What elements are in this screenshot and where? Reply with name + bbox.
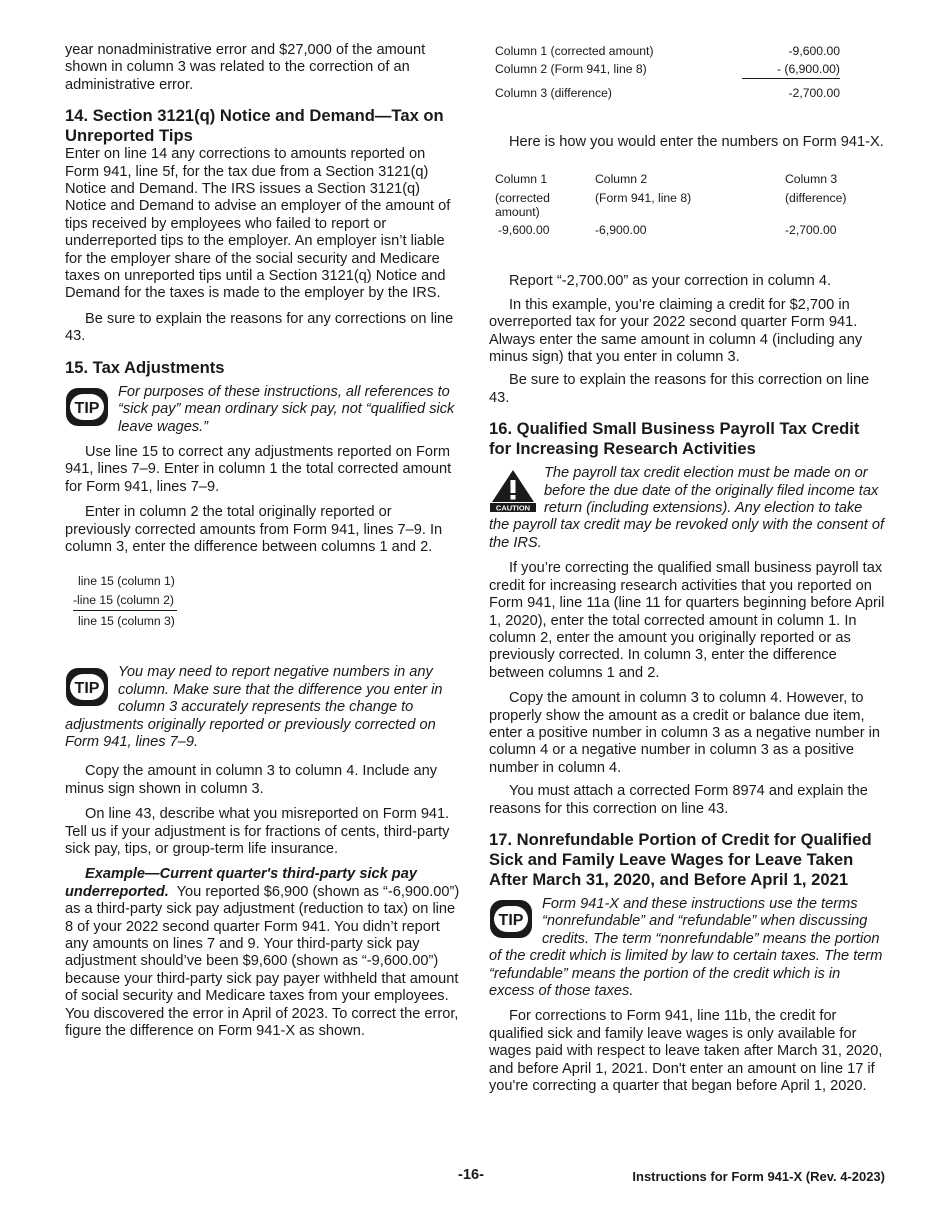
column-1-subheader: (corrected amount) <box>495 191 550 220</box>
section-15-paragraph-3: Copy the amount in column 3 to column 4. Include any minus sign shown in column 3. <box>65 763 438 797</box>
calc-line-1: line 15 (column 1) <box>78 574 175 589</box>
section-17-paragraph-1: For corrections to Form 941, line 11b, the credit for qualified sick and family leave wages is only available for wages paid with respect to leave taken after March 31, 2020, and before April 1, 2021. Don't enter an amount on line 17 if you're correcting a quarter that began before April 1, 2020. <box>489 1008 883 1095</box>
example-body: You reported $6,900 (shown as “-6,900.00”) as a third-party sick pay adjustment (reduction to tax) on line 8 of your 2022 second quarter Form 941. You didn’t report any amounts on lines 7 and 9. Your third-party sick pay adjustment should’ve been $9,600 (shown as “-9,600.00”) because your third-party sick pay payer withheld that amount of social security and Medicare taxes from your employees. You discovered the error in April of 2023. To correct the error, figure the difference on Form 941-X as shown. <box>65 883 460 1040</box>
right-column <box>489 42 885 1095</box>
column-2-value: -6,900.00 <box>595 223 647 238</box>
claiming-paragraph: In this example, you’re claiming a credit for $2,700 in overreported tax for your 2022 second quarter Form 941. Always enter the same amount in column 4 (including any minus sign) that you enter in column 3. <box>489 296 863 366</box>
caution-note <box>489 465 885 552</box>
caution-icon <box>489 468 539 512</box>
column-3-header: Column 3 <box>785 172 838 187</box>
tip-icon <box>489 899 537 941</box>
tip-text: You may need to report negative numbers in any column. Make sure that the difference you enter in column 3 accurately represents the change to adjustments originally reported or previously corrected on Form 941, lines 7–9. <box>65 664 443 750</box>
example-title: Example—Current quarter's third-party sick pay underreported. <box>65 866 417 900</box>
tip-text: Form 941-X and these instructions use the terms “nonrefundable” and “refundable” when discussing credits. The term “nonrefundable” means the portion of the credit which is limited by law to certain taxes. The term “refundable” means the portion of the credit which is in excess of those taxes. <box>489 895 883 999</box>
section-16-paragraph-3: You must attach a corrected Form 8974 and explain the reasons for this correction on line 43. <box>489 783 868 817</box>
form-identifier: Instructions for Form 941-X (Rev. 4-2023) <box>632 1169 885 1184</box>
report-paragraph: Report “-2,700.00” as your correction in column 4. <box>509 273 832 290</box>
tip-note-sick-pay <box>65 384 461 436</box>
calc-value: -2,700.00 <box>788 86 840 100</box>
column-2-subheader: (Form 941, line 8) <box>595 191 692 206</box>
calc-line-3: line 15 (column 3) <box>78 614 175 629</box>
section-15-heading: 15. Tax Adjustments <box>65 357 225 377</box>
section-16-paragraph-1: If you’re correcting the qualified small business payroll tax credit for increasing research activities that you reported on Form 941, line 11a (line 11 for quarters beginning before April 1, 2020), enter the total corrected amount in column 1. In column 2, enter the amount you originally reported or as previously corrected. In column 3, enter the difference between columns 1 and 2. <box>489 560 885 681</box>
column-1-value: -9,600.00 <box>498 223 550 238</box>
calc-line-2: -line 15 (column 2) <box>73 591 177 611</box>
section-14-heading: 14. Section 3121(q) Notice and Demand—Tax on Unreported Tips <box>65 106 444 146</box>
table-row <box>495 221 855 239</box>
svg-text:CAUTION: CAUTION <box>495 503 531 513</box>
column-1-header: Column 1 <box>495 172 548 187</box>
column-3-subheader: (difference) <box>785 191 847 206</box>
section-17-heading: 17. Nonrefundable Portion of Credit for Qualified Sick and Family Leave Wages for Leave Taken After March 31, 2020, and Before April 1, 2021 <box>489 829 872 889</box>
section-16-heading: 16. Qualified Small Business Payroll Tax Credit for Increasing Research Activities <box>489 419 860 459</box>
section-16-paragraph-2: Copy the amount in column 3 to column 4. However, to properly show the amount as a credit or balance due item, enter a positive number in column 3 as a negative number in column 4 or a negative number in column 3 as a positive number in column 4. <box>489 690 881 776</box>
svg-text:TIP: TIP <box>74 399 100 417</box>
difference-calculation <box>495 42 840 102</box>
table-subheader-row <box>495 189 855 221</box>
left-column <box>65 42 461 1040</box>
svg-text:TIP: TIP <box>74 680 100 698</box>
example-paragraph <box>65 866 461 1040</box>
calc-row <box>495 42 840 60</box>
section-14-paragraph-1: Enter on line 14 any corrections to amounts reported on Form 941, line 5f, for the tax due from a Section 3121(q) Notice and Demand. The IRS issues a Section 3121(q) Notice and Demand to advise an employer of the amount of tips received by employees who failed to report or underreported tips to the employer. An employer isn’t liable for the employer share of the social security and Medicare taxes on unreported tips until a Section 3121(q) Notice and Demand for the taxes is made to the employer by the IRS. <box>65 146 451 302</box>
tip-text: For purposes of these instructions, all references to “sick pay” mean ordinary sick pay, not “qualified sick leave wages.” <box>118 383 455 435</box>
page-footer <box>0 1167 950 1187</box>
section-15-paragraph-4: On line 43, describe what you misreported on Form 941. Tell us if your adjustment is for fractions of cents, third-party sick pay, tips, or group-term life insurance. <box>65 806 450 857</box>
svg-text:TIP: TIP <box>498 911 524 929</box>
explain-paragraph: Be sure to explain the reasons for this correction on line 43. <box>489 372 870 406</box>
tip-note-negative <box>65 664 461 751</box>
tip-icon <box>65 387 113 429</box>
calc-value: - (6,900.00) <box>742 60 840 79</box>
caution-text: The payroll tax credit election must be made on or before the due date of the originally filed income tax return (including extensions). Any election to take the payroll tax credit may be revoked only with the consent of the IRS. <box>489 465 885 551</box>
column-3-value: -2,700.00 <box>785 223 837 238</box>
tip-note-nonrefundable <box>489 896 885 1000</box>
section-15-paragraph-1: Use line 15 to correct any adjustments reported on Form 941, lines 7–9. Enter in column 1 the total corrected amount for Form 941, lines 7–9. <box>65 443 452 495</box>
calc-label: Column 3 (difference) <box>495 85 612 100</box>
calc-label: Column 1 (corrected amount) <box>495 44 654 58</box>
calc-value: -9,600.00 <box>788 44 840 58</box>
calc-row <box>495 79 840 103</box>
calc-row <box>495 60 840 79</box>
tip-icon <box>65 667 113 709</box>
line-15-calculation <box>73 572 177 630</box>
how-to-enter-paragraph: Here is how you would enter the numbers on Form 941-X. <box>509 134 884 150</box>
page-number: -16- <box>458 1167 484 1183</box>
column-2-header: Column 2 <box>595 172 648 187</box>
table-header-row <box>495 169 855 189</box>
form-entry-table <box>495 169 855 239</box>
section-14-paragraph-2: Be sure to explain the reasons for any corrections on line 43. <box>65 310 454 345</box>
section-15-paragraph-2: Enter in column 2 the total originally reported or previously corrected amounts from Form 941, lines 7–9. In column 3, enter the difference between columns 1 and 2. <box>65 504 443 555</box>
intro-paragraph: year nonadministrative error and $27,000 of the amount shown in column 3 was related to the correction of an administrative error. <box>65 42 426 93</box>
calc-label: Column 2 (Form 941, line 8) <box>495 62 647 77</box>
